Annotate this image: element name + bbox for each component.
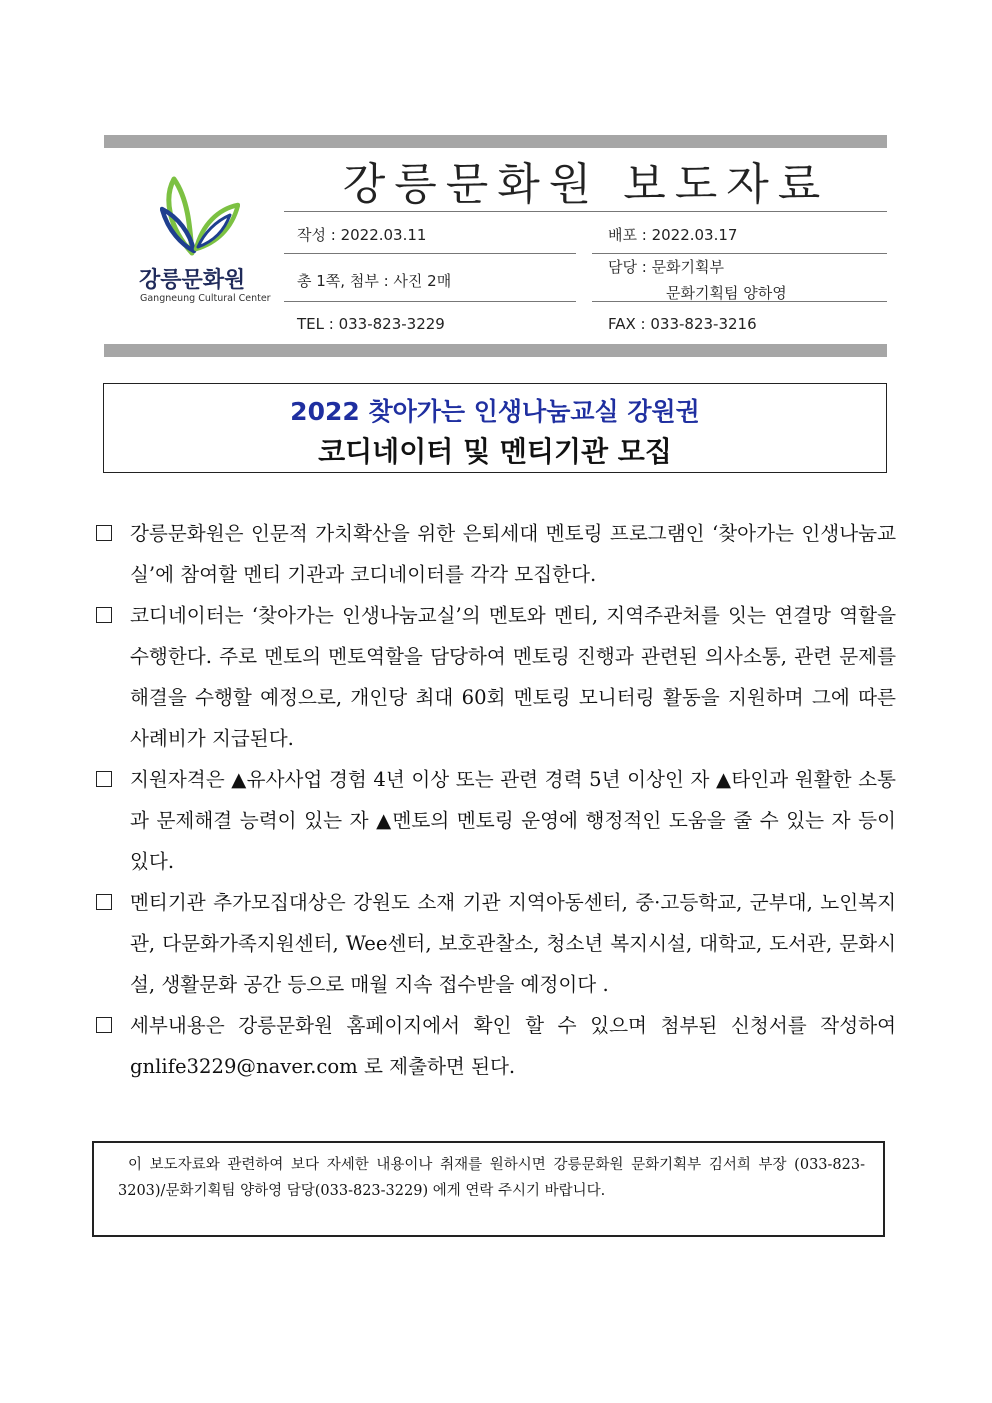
paragraph-text: 멘티기관 추가모집대상은 강원도 소재 기관 지역아동센터, 중·고등학교, 군부대, 노인복지관, 다문화가족지원센터, Wee센터, 보호관찰소, 청소년 복지시설, 대학교, 도서관, 문화시설, 생활문화 공간 등으로 매월 지속 접수받을 예정이다 .	[130, 891, 896, 996]
paragraph	[96, 513, 896, 595]
contact-person: 문화기획팀 양하영	[666, 284, 787, 302]
contact-note-box	[92, 1141, 885, 1237]
contact-department: 담당 : 문화기획부	[608, 258, 725, 276]
leaf-logo-icon	[160, 175, 240, 257]
headline-box	[103, 383, 887, 473]
page-count: 총 1쪽, 첨부 : 사진 2매	[297, 272, 452, 290]
header-bottom-bar	[104, 344, 887, 357]
paragraph	[96, 1005, 896, 1087]
headline-line-2: 코디네이터 및 멘티기관 모집	[318, 435, 672, 468]
checkbox-bullet-icon	[96, 771, 112, 787]
organization-logo	[125, 175, 271, 310]
logo-wordmark: 강릉문화원	[139, 268, 246, 293]
logo-english-name: Gangneung Cultural Center	[140, 293, 271, 304]
headline-line-1: 2022 찾아가는 인생나눔교실 강원권	[290, 397, 700, 426]
header-top-bar	[104, 135, 887, 148]
checkbox-bullet-icon	[96, 1017, 112, 1033]
paragraph	[96, 595, 896, 759]
distribution-date: 배포 : 2022.03.17	[608, 226, 738, 244]
paragraph-text: 지원자격은 ▲유사사업 경험 4년 이상 또는 관련 경력 5년 이상인 자 ▲타인과 원활한 소통과 문제해결 능력이 있는 자 ▲멘토의 멘토링 운영에 행정적인 도움을 줄 수 있는 자 등이 있다.	[130, 768, 896, 873]
header-divider	[284, 301, 576, 302]
paragraph	[96, 882, 896, 1005]
document-title: 강릉문화원 보도자료	[342, 159, 830, 210]
checkbox-bullet-icon	[96, 894, 112, 910]
header-divider	[284, 211, 887, 212]
paragraph	[96, 759, 896, 882]
paragraph-text: 세부내용은 강릉문화원 홈페이지에서 확인 할 수 있으며 첨부된 신청서를 작성하여 gnlife3229@naver.com 로 제출하면 된다.	[130, 1014, 896, 1078]
checkbox-bullet-icon	[96, 607, 112, 623]
header-divider	[284, 253, 576, 254]
written-date: 작성 : 2022.03.11	[297, 226, 427, 244]
checkbox-bullet-icon	[96, 525, 112, 541]
contact-note: 이 보도자료와 관련하여 보다 자세한 내용이나 취재를 원하시면 강릉문화원 문화기획부 김서희 부장 (033-823-3203)/문화기획팀 양하영 담당(033-823-3229) 에게 연락 주시기 바랍니다.	[118, 1157, 865, 1199]
paragraph-text: 강릉문화원은 인문적 가치확산을 위한 은퇴세대 멘토링 프로그램인 ‘찾아가는 인생나눔교실’에 참여할 멘티 기관과 코디네이터를 각각 모집한다.	[130, 522, 896, 586]
header-divider	[592, 253, 887, 254]
paragraph-text: 코디네이터는 ‘찾아가는 인생나눔교실’의 멘토와 멘티, 지역주관처를 잇는 연결망 역할을 수행한다. 주로 멘토의 멘토역할을 담당하여 멘토링 진행과 관련된 의사소통, 관련 문제를 해결을 수행할 예정으로, 개인당 최대 60회 멘토링 모니터링 활동을 지원하며 그에 따른 사례비가 지급된다.	[130, 604, 896, 750]
telephone: TEL : 033-823-3229	[297, 315, 445, 333]
fax: FAX : 033-823-3216	[608, 315, 757, 333]
article-body	[96, 513, 896, 1087]
